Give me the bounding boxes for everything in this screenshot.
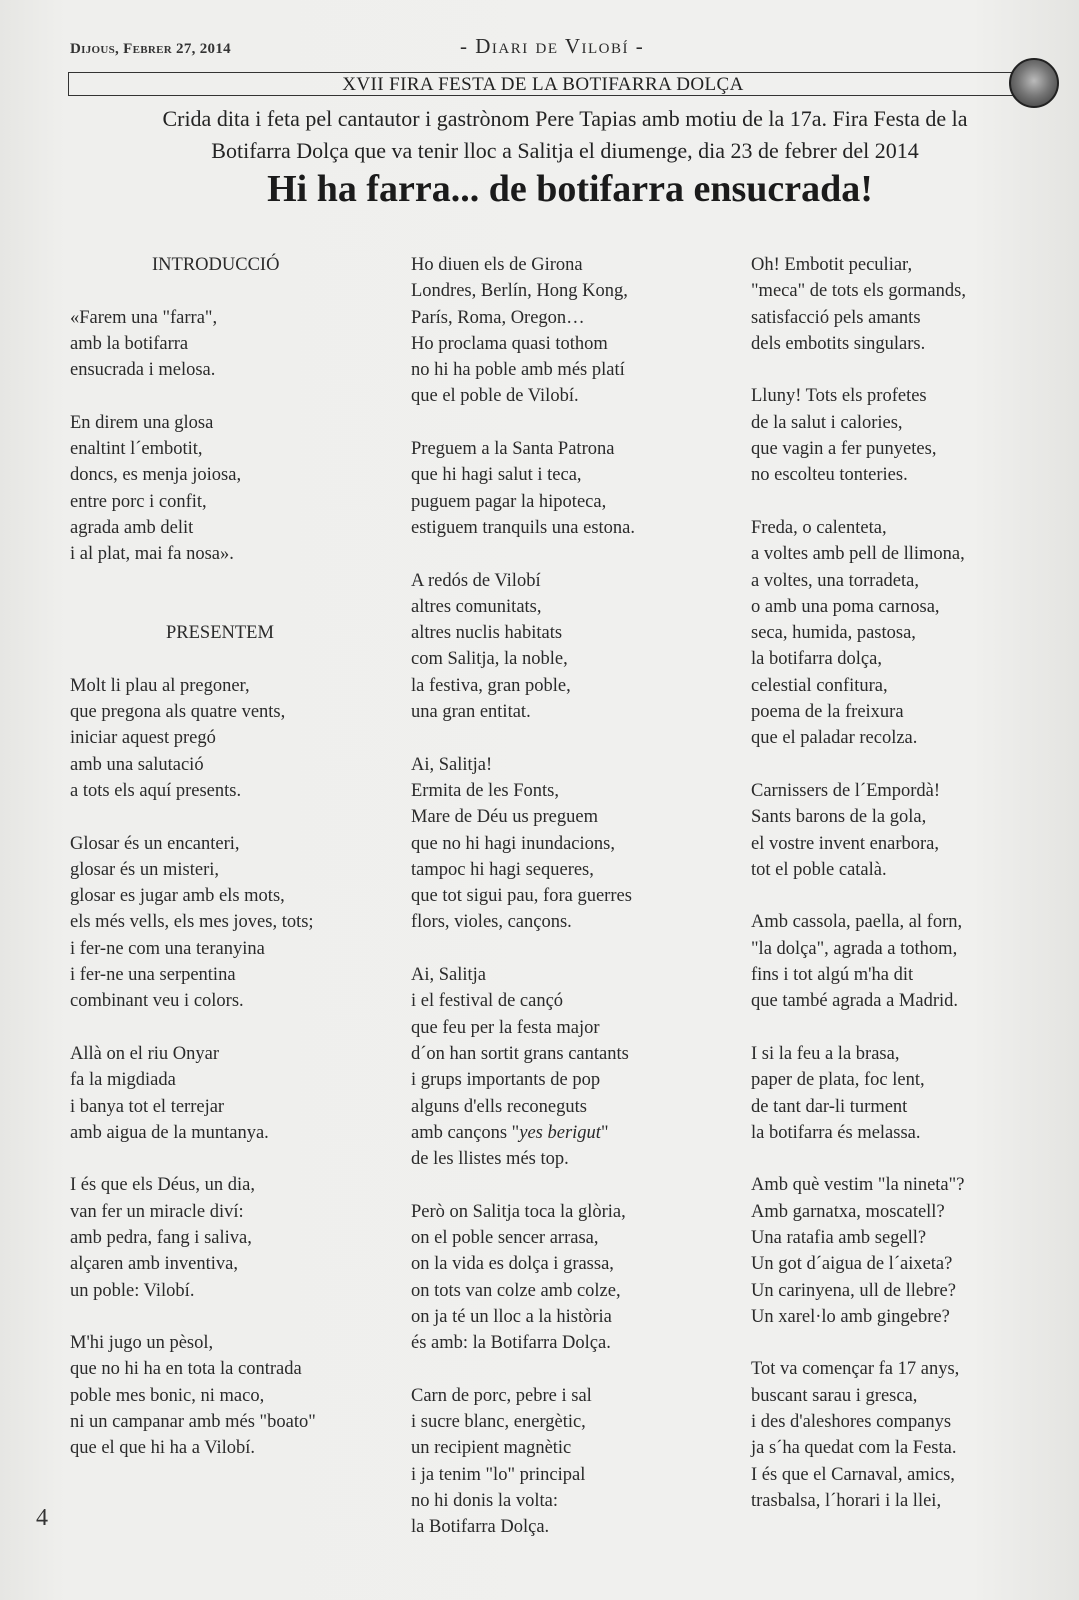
poem-line: que no hi ha en tota la contrada xyxy=(70,1359,302,1380)
poem-stanza xyxy=(70,1172,390,1303)
poem-column-2 xyxy=(411,252,731,1567)
poem-line: Un carinyena, ull de llebre? xyxy=(751,1280,956,1301)
poem-line: com Salitja, la noble, xyxy=(411,649,568,670)
poem-line: on tots van colze amb colze, xyxy=(411,1280,621,1301)
poem-line: I és que el Carnaval, amics, xyxy=(751,1464,955,1485)
poem-line: alguns d'ells reconeguts xyxy=(411,1096,587,1117)
poem-line: buscant sarau i gresca, xyxy=(751,1385,918,1406)
poem-line: que vagin a fer punyetes, xyxy=(751,439,937,460)
poem-line: Ermita de les Fonts, xyxy=(411,780,559,801)
poem-line: amb la botifarra xyxy=(70,333,189,354)
poem-stanza xyxy=(751,383,1066,488)
banner-title: XVII FIRA FESTA DE LA BOTIFARRA DOLÇA xyxy=(342,74,744,95)
issue-date: Dijous, Febrer 27, 2014 xyxy=(70,41,231,57)
poem-line: Oh! Embotit peculiar, xyxy=(751,255,913,275)
page-number: 4 xyxy=(36,1505,48,1531)
poem-line: Un xarel·lo amb gingebre? xyxy=(751,1306,950,1327)
poem-stanza xyxy=(70,305,390,384)
poem-line: poble mes bonic, ni maco, xyxy=(70,1385,265,1406)
poem-line: on la vida es dolça i grassa, xyxy=(411,1254,614,1275)
poem-stanza xyxy=(751,778,1066,883)
poem-line: Carnissers de l´Empordà! xyxy=(751,780,941,801)
poem-line: estiguem tranquils una estona. xyxy=(411,517,636,538)
poem-line: enaltint l´embotit, xyxy=(70,439,203,460)
poem-stanza xyxy=(411,436,731,541)
poem-line: amb una salutació xyxy=(70,754,204,775)
poem-line: ensucrada i melosa. xyxy=(70,360,216,381)
poem-line: M'hi jugo un pèsol, xyxy=(70,1333,214,1354)
poem-line: i al plat, mai fa nosa». xyxy=(70,544,234,565)
poem-stanza xyxy=(751,252,1066,357)
poem-line: "la dolça", agrada a tothom, xyxy=(751,938,958,959)
poem-line: on ja té un lloc a la història xyxy=(411,1306,612,1327)
poem-line: poema de la freixura xyxy=(751,702,904,723)
poem-line: amb pedra, fang i saliva, xyxy=(70,1227,252,1248)
poem-stanza xyxy=(751,909,1066,1014)
poem-line: no hi donis la volta: xyxy=(411,1490,558,1511)
section-title-presentem: PRESENTEM xyxy=(166,623,274,644)
poem-line: Freda, o calenteta, xyxy=(751,517,887,538)
poem-line: paper de plata, foc lent, xyxy=(751,1070,925,1091)
poem-stanza xyxy=(751,1356,1066,1514)
poem-line: entre porc i confit, xyxy=(70,491,207,512)
poem-line: A redós de Vilobí xyxy=(411,570,541,591)
poem-line: Un got d´aigua de l´aixeta? xyxy=(751,1254,953,1275)
poem-line: Amb què vestim "la nineta"? xyxy=(751,1175,965,1196)
poem-line: i banya tot el terrejar xyxy=(70,1096,225,1117)
poem-line: amb aigua de la muntanya. xyxy=(70,1122,269,1143)
poem-line: Ai, Salitja xyxy=(411,965,487,986)
poem-line: dels embotits singulars. xyxy=(751,333,926,354)
poem-line: ja s´ha quedat com la Festa. xyxy=(751,1438,957,1459)
poem-line: la Botifarra Dolça. xyxy=(411,1517,550,1538)
poem-column-3 xyxy=(751,252,1066,1541)
poem-line: a tots els aquí presents. xyxy=(70,780,242,801)
poem-line: que feu per la festa major xyxy=(411,1017,600,1038)
poem-line: que tot sigui pau, fora guerres xyxy=(411,886,632,907)
poem-line: En direm una glosa xyxy=(70,412,214,433)
poem-line: altres nuclis habitats xyxy=(411,623,563,644)
poem-line: és amb: la Botifarra Dolça. xyxy=(411,1333,611,1354)
italic-phrase: yes berigut xyxy=(519,1122,601,1143)
poem-line: amb cançons "yes berigut" xyxy=(411,1122,609,1143)
poem-line: I és que els Déus, un dia, xyxy=(70,1175,255,1196)
poem-line: Lluny! Tots els profetes xyxy=(751,386,927,407)
poem-line: fins i tot algú m'ha dit xyxy=(751,965,914,986)
poem-line: glosar es jugar amb els mots, xyxy=(70,886,285,907)
poem-line: un poble: Vilobí. xyxy=(70,1280,195,1301)
poem-line: d´on han sortit grans cantants xyxy=(411,1043,629,1064)
poem-line: Però on Salitja toca la glòria, xyxy=(411,1201,626,1222)
poem-line: altres comunitats, xyxy=(411,596,542,617)
poem-stanza xyxy=(751,1172,1066,1330)
article-intro xyxy=(75,103,1055,167)
poem-line: París, Roma, Oregon… xyxy=(411,307,585,328)
poem-stanza xyxy=(411,252,731,410)
poem-stanza xyxy=(70,410,390,568)
poem-line: puguem pagar la hipoteca, xyxy=(411,491,607,512)
mascot-logo-icon xyxy=(1009,58,1059,108)
poem-line: Ai, Salitja! xyxy=(411,754,493,775)
poem-line: i sucre blanc, energètic, xyxy=(411,1412,586,1433)
poem-line: i fer-ne com una teranyina xyxy=(70,938,265,959)
poem-line: celestial confitura, xyxy=(751,675,888,696)
poem-line: i fer-ne una serpentina xyxy=(70,965,236,986)
poem-stanza xyxy=(411,568,731,726)
poem-line: Allà on el riu Onyar xyxy=(70,1043,219,1064)
poem-line: i ja tenim "lo" principal xyxy=(411,1464,586,1485)
poem-line: la festiva, gran poble, xyxy=(411,675,571,696)
poem-line: van fer un miracle diví: xyxy=(70,1201,244,1222)
poem-line: una gran entitat. xyxy=(411,702,531,723)
poem-line: trasbalsa, l´horari i la llei, xyxy=(751,1490,942,1511)
poem-stanza xyxy=(70,673,390,804)
poem-line: un recipient magnètic xyxy=(411,1438,572,1459)
poem-line: que hi hagi salut i teca, xyxy=(411,465,582,486)
poem-line: de la salut i calories, xyxy=(751,412,903,433)
poem-line: a voltes, una torradeta, xyxy=(751,570,919,591)
poem-line: i grups importants de pop xyxy=(411,1070,601,1091)
poem-stanza xyxy=(70,1330,390,1461)
poem-line: que el que hi ha a Vilobí. xyxy=(70,1438,256,1459)
poem-line: on el poble sencer arrasa, xyxy=(411,1227,599,1248)
poem-stanza xyxy=(70,1041,390,1146)
poem-line: flors, violes, cançons. xyxy=(411,912,572,933)
poem-line: que el paladar recolza. xyxy=(751,728,918,749)
poem-line: de les llistes més top. xyxy=(411,1149,569,1170)
poem-stanza xyxy=(751,1041,1066,1146)
poem-line: glosar és un misteri, xyxy=(70,859,220,880)
article-headline: Hi ha farra... de botifarra ensucrada! xyxy=(267,168,873,210)
poem-line: no hi ha poble amb més platí xyxy=(411,360,625,381)
newspaper-title: - Diari de Vilobí - xyxy=(460,34,645,58)
poem-line: i des d'aleshores companys xyxy=(751,1412,952,1433)
poem-line: que no hi hagi inundacions, xyxy=(411,833,615,854)
poem-line: "meca" de tots els gormands, xyxy=(751,281,966,302)
poem-stanza xyxy=(411,1383,731,1541)
poem-line: Mare de Déu us preguem xyxy=(411,807,598,828)
intro-line-2: Botifarra Dolça que va tenir lloc a Salitja el diumenge, dia 23 de febrer del 2014 xyxy=(211,138,919,163)
poem-line: iniciar aquest pregó xyxy=(70,728,216,749)
poem-line: tot el poble català. xyxy=(751,859,887,880)
poem-line: tampoc hi hagi sequeres, xyxy=(411,859,594,880)
poem-line: la botifarra dolça, xyxy=(751,649,882,670)
poem-line: Glosar és un encanteri, xyxy=(70,833,240,854)
poem-line: Una ratafia amb segell? xyxy=(751,1227,927,1248)
poem-line: de tant dar-li turment xyxy=(751,1096,908,1117)
poem-line: Tot va començar fa 17 anys, xyxy=(751,1359,960,1380)
poem-line: Carn de porc, pebre i sal xyxy=(411,1385,592,1406)
poem-line: no escolteu tonteries. xyxy=(751,465,908,486)
poem-stanza xyxy=(70,831,390,1015)
poem-stanza xyxy=(411,752,731,936)
poem-line: Preguem a la Santa Patrona xyxy=(411,439,615,460)
poem-line: agrada amb delit xyxy=(70,517,194,538)
poem-column-1 xyxy=(70,252,390,1488)
poem-line: que també agrada a Madrid. xyxy=(751,991,959,1012)
poem-line: el vostre invent enarbora, xyxy=(751,833,940,854)
poem-line: la botifarra és melassa. xyxy=(751,1122,921,1143)
poem-line: Molt li plau al pregoner, xyxy=(70,675,250,696)
poem-line: fa la migdiada xyxy=(70,1070,176,1091)
poem-line: i el festival de cançó xyxy=(411,991,564,1012)
poem-line: que pregona als quatre vents, xyxy=(70,702,286,723)
poem-line: «Farem una "farra", xyxy=(70,307,218,328)
poem-line: I si la feu a la brasa, xyxy=(751,1043,900,1064)
poem-stanza xyxy=(411,962,731,1172)
poem-line: alçaren amb inventiva, xyxy=(70,1254,238,1275)
poem-line: Amb cassola, paella, al forn, xyxy=(751,912,963,933)
poem-line: Londres, Berlín, Hong Kong, xyxy=(411,281,628,302)
poem-line: Ho proclama quasi tothom xyxy=(411,333,608,354)
poem-line: Sants barons de la gola, xyxy=(751,807,927,828)
poem-line: Ho diuen els de Girona xyxy=(411,255,583,275)
intro-line-1: Crida dita i feta pel cantautor i gastrònom Pere Tapias amb motiu de la 17a. Fira Festa de la xyxy=(162,106,968,131)
section-title-introduccio: INTRODUCCIÓ xyxy=(152,255,280,275)
poem-line: seca, humida, pastosa, xyxy=(751,623,916,644)
section-banner xyxy=(68,72,1018,96)
poem-line: Amb garnatxa, moscatell? xyxy=(751,1201,945,1222)
poem-line: o amb una poma carnosa, xyxy=(751,596,940,617)
poem-stanza xyxy=(751,515,1066,752)
poem-line: ni un campanar amb més "boato" xyxy=(70,1412,316,1433)
poem-line: combinant veu i colors. xyxy=(70,991,244,1012)
poem-line: satisfacció pels amants xyxy=(751,307,921,328)
poem-line: els més vells, els mes joves, tots; xyxy=(70,912,314,933)
poem-stanza xyxy=(411,1199,731,1357)
poem-line: que el poble de Vilobí. xyxy=(411,386,579,407)
poem-line: a voltes amb pell de llimona, xyxy=(751,544,965,565)
poem-line: doncs, es menja joiosa, xyxy=(70,465,242,486)
